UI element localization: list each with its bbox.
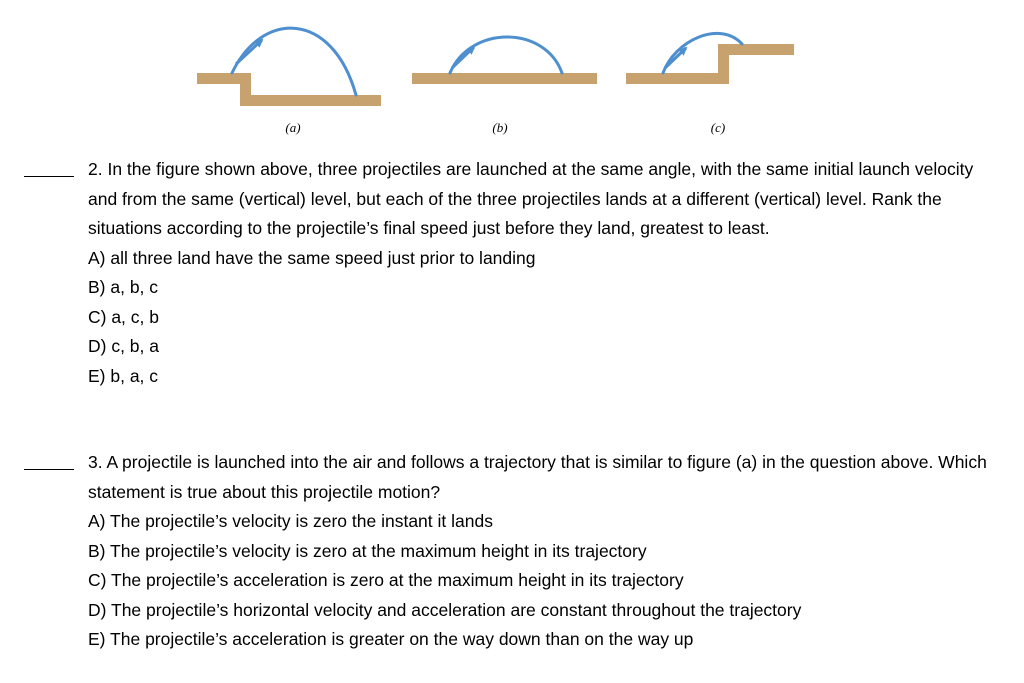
caption-c: (c) [710,120,726,135]
ground-c [626,44,794,84]
option-b: B) a, b, c [88,277,159,297]
option-e: E) The projectile’s acceleration is greater on the way down than on the way up [88,629,694,649]
projectile-figure [0,0,1024,150]
option-b: B) The projectile’s velocity is zero at the maximum height in its trajectory [88,540,647,561]
question-3-stem: 3. A projectile is launched into the air and follows a trajectory that is similar to figure (a) in the question above. Which statement is true about this projectile motion? [88,452,987,502]
option-c: C) a, c, b [88,306,159,327]
option-e: E) b, a, c [88,365,159,386]
caption-a: (a) [285,120,301,135]
answer-blank[interactable] [24,176,74,177]
option-a: A) The projectile’s velocity is zero the instant it lands [88,511,493,531]
ground-b [412,73,597,84]
question-2-stem: 2. In the figure shown above, three projectiles are launched at the same angle, with the same initial launch velocity and from the same (vertical) level, but each of the three projectiles lands at a different (vertical) level. Rank the situations according to the projectile’s final speed just before they land, greatest to least. [88,159,974,238]
answer-blank[interactable] [24,469,74,470]
launch-arrow-b [452,47,474,68]
option-d: D) c, b, a [88,336,159,356]
option-c: C) The projectile’s acceleration is zero at the maximum height in its trajectory [88,570,684,590]
caption-b: (b) [492,120,508,135]
option-a: A) all three land have the same speed just prior to landing [88,247,536,268]
question-3-body [88,448,988,655]
launch-arrow-a [236,40,262,64]
question-2-body [88,155,988,391]
option-d: D) The projectile’s horizontal velocity and acceleration are constant throughout the trajectory [88,599,802,620]
